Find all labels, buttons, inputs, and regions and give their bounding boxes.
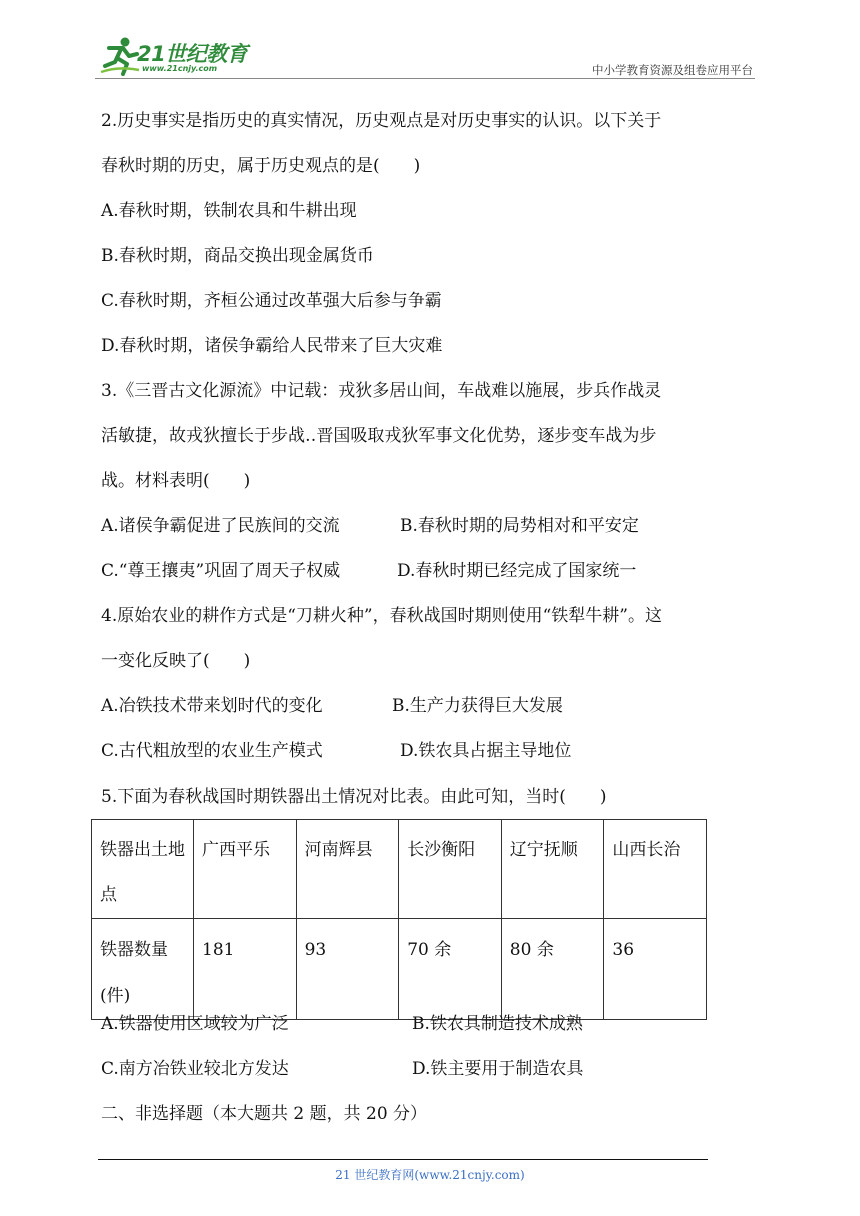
q4-option-c: C.古代粗放型的农业生产模式 <box>101 741 323 761</box>
table-cell: 辽宁抚顺 <box>501 820 604 919</box>
q5-stem-line1: 5.下面为春秋战国时期铁器出土情况对比表。由此可知，当时( ) <box>101 787 607 807</box>
logo-brand: 21世纪教育 <box>137 42 248 66</box>
logo-url: www.21cnjy.com <box>142 64 218 73</box>
table-cell: 93 <box>296 919 399 1020</box>
q3-option-c: C.“尊王攘夷”巩固了周天子权威 <box>101 561 341 581</box>
table-cell: 181 <box>194 919 297 1020</box>
table-cell: 广西平乐 <box>194 820 297 919</box>
runner-logo-icon <box>99 36 141 76</box>
table-cell: 河南辉县 <box>296 820 399 919</box>
footer-divider <box>98 1159 708 1160</box>
q3-stem-line1: 3.《三晋古文化源流》中记载：戎狄多居山间，车战难以施展，步兵作战灵 <box>101 381 662 401</box>
q2-option-b: B.春秋时期，商品交换出现金属货币 <box>101 246 374 266</box>
q4-option-d: D.铁农具占据主导地位 <box>400 741 572 761</box>
q4-option-a: A.冶铁技术带来划时代的变化 <box>101 696 323 716</box>
q4-option-b: B.生产力获得巨大发展 <box>392 696 563 716</box>
table-cell: 铁器数量(件) <box>92 919 194 1020</box>
q2-option-c: C.春秋时期，齐桓公通过改革强大后参与争霸 <box>101 291 442 311</box>
q4-stem-line2: 一变化反映了( ) <box>101 651 251 671</box>
q2-stem-line2: 春秋时期的历史，属于历史观点的是( ) <box>101 156 421 176</box>
q2-option-d: D.春秋时期，诸侯争霸给人民带来了巨大灾难 <box>101 336 443 356</box>
table-header-row <box>92 820 707 919</box>
header-slogan: 中小学教育资源及组卷应用平台 <box>592 63 753 77</box>
q3-stem-line2: 活敏捷，故戎狄擅长于步战‥晋国吸取戎狄军事文化优势，逐步变车战为步 <box>101 426 657 446</box>
q3-option-a: A.诸侯争霸促进了民族间的交流 <box>101 516 340 536</box>
section-title: 二、非选择题（本大题共 2 题，共 20 分） <box>101 1104 428 1124</box>
q3-stem-line3: 战。材料表明( ) <box>101 471 251 491</box>
q2-stem-line1: 2.历史事实是指历史的真实情况，历史观点是对历史事实的认识。以下关于 <box>101 111 662 131</box>
q5-option-b: B.铁农具制造技术成熟 <box>412 1014 583 1034</box>
page-header <box>95 30 755 80</box>
table-cell: 36 <box>604 919 707 1020</box>
table-cell: 80 余 <box>501 919 604 1020</box>
footer-link[interactable]: 21 世纪教育网(www.21cnjy.com) <box>335 1168 525 1182</box>
q4-stem-line1: 4.原始农业的耕作方式是“刀耕火种”，春秋战国时期则使用“铁犁牛耕”。这 <box>101 606 662 626</box>
q3-option-d: D.春秋时期已经完成了国家统一 <box>397 561 637 581</box>
q5-option-d: D.铁主要用于制造农具 <box>412 1059 584 1079</box>
header-divider <box>95 78 755 79</box>
q5-option-a: A.铁器使用区域较为广泛 <box>101 1014 289 1034</box>
table-cell: 铁器出土地点 <box>92 820 194 919</box>
q5-option-c: C.南方冶铁业较北方发达 <box>101 1059 289 1079</box>
q3-option-b: B.春秋时期的局势相对和平安定 <box>400 516 639 536</box>
table-cell: 长沙衡阳 <box>399 820 502 919</box>
table-cell: 70 余 <box>399 919 502 1020</box>
q2-option-a: A.春秋时期，铁制农具和牛耕出现 <box>101 201 357 221</box>
iron-artifacts-table <box>91 819 707 1020</box>
table-row <box>92 919 707 1020</box>
site-logo[interactable] <box>95 32 265 78</box>
table-cell: 山西长治 <box>604 820 707 919</box>
